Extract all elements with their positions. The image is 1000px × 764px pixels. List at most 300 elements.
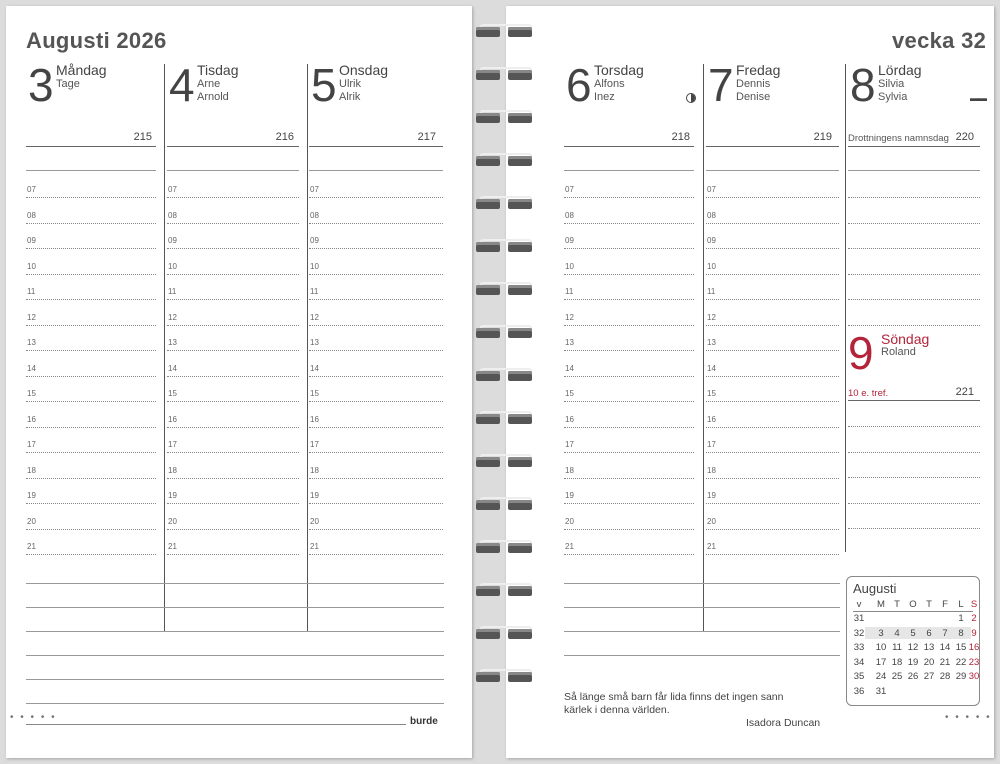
hour-dotted-line — [309, 197, 443, 198]
mini-calendar-day: 29 — [955, 671, 967, 682]
entry-line — [26, 170, 156, 171]
day-name: Onsdag — [339, 62, 389, 78]
day-of-year: 217 — [417, 131, 436, 143]
mini-calendar-day: 7 — [942, 627, 948, 639]
hour-dotted-line — [309, 427, 443, 428]
quote-line-1: Så länge små barn får lida finns det ingen sann — [564, 691, 784, 703]
hour-dotted-line — [167, 401, 299, 402]
day-name: Tisdag — [197, 62, 239, 78]
mini-calendar-day: 22 — [955, 656, 967, 668]
entry-line — [167, 146, 299, 147]
hour-label: 07 — [565, 185, 574, 194]
week-number: 35 — [853, 671, 865, 682]
hour-dotted-line — [706, 427, 839, 428]
mini-calendar-rule — [853, 611, 973, 612]
hour-label: 10 — [707, 261, 716, 271]
left-page — [6, 6, 472, 758]
hour-dotted-line — [564, 529, 694, 530]
hour-label: 10 — [565, 261, 574, 271]
hour-dotted-line — [167, 325, 299, 326]
hour-label: 08 — [565, 210, 574, 220]
hour-dotted-line — [564, 274, 694, 275]
hour-label: 14 — [168, 363, 177, 373]
mini-calendar-header: O — [909, 599, 917, 610]
hour-label: 20 — [707, 516, 716, 526]
hour-dotted-line — [706, 325, 839, 326]
mini-calendar-day: 21 — [939, 656, 951, 668]
mini-calendar-day: 17 — [875, 656, 887, 668]
hour-dotted-line — [706, 248, 839, 249]
hour-label: 08 — [707, 210, 716, 220]
hour-label: 10 — [310, 261, 319, 271]
day-note: Drottningens namnsdag — [848, 133, 949, 144]
mini-calendar-day: 2 — [971, 613, 977, 624]
hour-dotted-line — [564, 350, 694, 351]
mini-calendar-day: 10 — [875, 642, 887, 653]
day-of-year: 219 — [813, 131, 832, 143]
hour-dotted-line — [26, 554, 156, 555]
hour-label: 19 — [565, 491, 574, 500]
week-number: 33 — [853, 642, 865, 653]
hour-label: 20 — [310, 516, 319, 526]
hour-dotted-line — [848, 325, 980, 326]
hour-label: 19 — [707, 491, 716, 500]
mini-calendar-header: S — [970, 599, 978, 610]
mini-calendar-day: 18 — [891, 656, 903, 668]
hour-label: 14 — [707, 363, 716, 373]
hour-label: 08 — [168, 210, 177, 220]
hour-dotted-line — [309, 223, 443, 224]
entry-line — [309, 146, 443, 147]
hour-dotted-line — [167, 554, 299, 555]
hour-label: 15 — [27, 389, 36, 398]
hour-dotted-line — [564, 223, 694, 224]
hour-label: 14 — [310, 363, 319, 373]
note-line — [26, 607, 444, 608]
quote-author: Isadora Duncan — [746, 717, 821, 729]
hour-dotted-line — [564, 248, 694, 249]
quote-line-2: kärlek i denna världen. — [564, 704, 670, 716]
binding-ring — [476, 153, 532, 167]
binding-ring — [476, 325, 532, 339]
hour-label: 17 — [707, 440, 716, 449]
entry-line — [167, 170, 299, 171]
day-number: 3 — [28, 59, 54, 111]
hour-label: 12 — [168, 312, 177, 322]
hour-dotted-line — [848, 528, 980, 529]
hour-dotted-line — [167, 503, 299, 504]
hour-dotted-line — [706, 274, 839, 275]
hour-dotted-line — [167, 248, 299, 249]
hour-dotted-line — [309, 503, 443, 504]
day-number: 5 — [311, 59, 337, 111]
binding-ring — [476, 196, 532, 210]
name-day: Denise — [736, 91, 771, 103]
hour-dotted-line — [167, 529, 299, 530]
entry-line — [848, 400, 980, 401]
mini-calendar-header: T — [926, 599, 932, 610]
binding-ring — [476, 669, 532, 683]
hour-label: 17 — [310, 440, 319, 449]
hour-label: 17 — [27, 440, 36, 449]
hour-label: 19 — [168, 491, 177, 500]
hour-label: 13 — [565, 338, 574, 347]
hour-dotted-line — [848, 248, 980, 249]
hour-label: 18 — [168, 465, 177, 475]
hour-dotted-line — [564, 427, 694, 428]
day-name: Torsdag — [594, 62, 644, 78]
sunday-number: 9 — [848, 327, 874, 379]
day-of-year: 218 — [671, 131, 690, 143]
day-name: Lördag — [878, 62, 922, 78]
corner-perforation-left: • • • • • — [10, 712, 57, 723]
entry-line — [309, 170, 443, 171]
mini-calendar-day: 8 — [958, 627, 964, 639]
binding-ring — [476, 540, 532, 554]
day-number: 7 — [708, 59, 734, 111]
hour-label: 20 — [27, 516, 36, 526]
hour-label: 09 — [707, 236, 716, 245]
hour-label: 21 — [168, 542, 177, 551]
mini-calendar-day: 26 — [907, 671, 919, 682]
hour-label: 14 — [565, 363, 574, 373]
name-day: Ulrik — [339, 78, 361, 90]
binding-ring — [476, 583, 532, 597]
entry-line — [706, 170, 839, 171]
hour-label: 13 — [168, 338, 177, 347]
hour-label: 18 — [310, 465, 319, 475]
hour-label: 18 — [707, 465, 716, 475]
day-number: 8 — [850, 59, 876, 111]
hour-label: 18 — [27, 465, 36, 475]
hour-dotted-line — [564, 299, 694, 300]
hour-dotted-line — [706, 554, 839, 555]
hour-dotted-line — [848, 223, 980, 224]
hour-dotted-line — [706, 529, 839, 530]
entry-line — [706, 146, 839, 147]
day-of-year: 220 — [955, 131, 974, 143]
mini-calendar-day: 19 — [907, 656, 919, 668]
hour-dotted-line — [167, 350, 299, 351]
note-line — [564, 607, 840, 608]
hour-dotted-line — [564, 401, 694, 402]
hour-dotted-line — [848, 426, 980, 427]
day-number: 4 — [169, 59, 195, 111]
mini-calendar-header: T — [894, 599, 900, 610]
hour-dotted-line — [564, 478, 694, 479]
binding-ring — [476, 110, 532, 124]
hour-dotted-line — [309, 478, 443, 479]
hour-label: 07 — [27, 185, 36, 194]
hour-label: 18 — [565, 465, 574, 475]
mini-calendar-header: M — [877, 599, 885, 610]
hour-dotted-line — [309, 376, 443, 377]
mini-calendar-day: 15 — [955, 642, 967, 653]
binding-ring — [476, 67, 532, 81]
hour-dotted-line — [309, 452, 443, 453]
hour-label: 16 — [565, 414, 574, 424]
mini-calendar-day: 12 — [907, 642, 919, 653]
hour-dotted-line — [26, 248, 156, 249]
hour-dotted-line — [706, 478, 839, 479]
hour-dotted-line — [26, 197, 156, 198]
hour-dotted-line — [167, 274, 299, 275]
hour-label: 13 — [27, 338, 36, 347]
hour-label: 09 — [168, 236, 177, 245]
hour-dotted-line — [26, 401, 156, 402]
name-day: Alfons — [594, 78, 625, 90]
hour-dotted-line — [309, 554, 443, 555]
hour-dotted-line — [167, 427, 299, 428]
hour-dotted-line — [706, 197, 839, 198]
hour-dotted-line — [706, 299, 839, 300]
binding-ring — [476, 24, 532, 38]
entry-line — [564, 146, 694, 147]
hour-label: 07 — [310, 185, 319, 194]
sunday-name: Söndag — [881, 331, 930, 347]
hour-label: 12 — [310, 312, 319, 322]
name-day: Silvia — [878, 78, 905, 90]
hour-dotted-line — [167, 223, 299, 224]
corner-perforation-right: • • • • • — [945, 712, 992, 723]
binding-ring — [476, 497, 532, 511]
hour-label: 21 — [310, 542, 319, 551]
mini-calendar-day: 16 — [968, 642, 980, 653]
hour-dotted-line — [309, 529, 443, 530]
hour-dotted-line — [848, 197, 980, 198]
hour-label: 15 — [310, 389, 319, 398]
hour-label: 12 — [565, 312, 574, 322]
hour-dotted-line — [167, 452, 299, 453]
hour-label: 08 — [310, 210, 319, 220]
mini-calendar-day: 14 — [939, 642, 951, 653]
name-day: Sylvia — [878, 91, 908, 103]
mini-calendar-day: 3 — [878, 627, 884, 639]
hour-dotted-line — [26, 478, 156, 479]
mini-calendar-day: 6 — [926, 627, 932, 639]
mini-calendar-day: 5 — [910, 627, 916, 639]
note-line — [26, 679, 444, 680]
hour-label: 16 — [168, 414, 177, 424]
hour-dotted-line — [706, 503, 839, 504]
mini-calendar-day: 28 — [939, 671, 951, 682]
binding-ring — [476, 368, 532, 382]
mini-calendar-day: 20 — [923, 656, 935, 668]
hour-label: 21 — [565, 542, 574, 551]
column-divider — [164, 566, 165, 632]
day-of-year: 216 — [275, 131, 294, 143]
hour-dotted-line — [167, 478, 299, 479]
column-divider — [703, 64, 704, 630]
hour-label: 10 — [27, 261, 36, 271]
mini-calendar-day: 13 — [923, 642, 935, 653]
hour-dotted-line — [167, 299, 299, 300]
hour-label: 16 — [310, 414, 319, 424]
hour-label: 08 — [27, 210, 36, 220]
day-number: 6 — [566, 59, 592, 111]
binding-ring — [476, 454, 532, 468]
hour-dotted-line — [26, 376, 156, 377]
bottom-rule — [26, 724, 406, 725]
hour-dotted-line — [564, 376, 694, 377]
name-day: Arnold — [197, 91, 229, 103]
hour-dotted-line — [26, 350, 156, 351]
hour-label: 09 — [310, 236, 319, 245]
day-name: Fredag — [736, 62, 781, 78]
hour-label: 11 — [707, 287, 716, 296]
hour-dotted-line — [564, 452, 694, 453]
hour-label: 19 — [310, 491, 319, 500]
mini-calendar-day: 24 — [875, 671, 887, 682]
entry-line — [564, 170, 694, 171]
name-day: Alrik — [339, 91, 361, 103]
hour-label: 20 — [168, 516, 177, 526]
hour-label: 21 — [707, 542, 716, 551]
week-number: 32 — [853, 627, 865, 639]
hour-dotted-line — [309, 248, 443, 249]
hour-dotted-line — [564, 503, 694, 504]
mini-calendar-day: 9 — [971, 627, 977, 639]
hour-label: 09 — [565, 236, 574, 245]
hour-label: 09 — [27, 236, 36, 245]
hour-dotted-line — [309, 325, 443, 326]
note-line — [564, 631, 840, 632]
hour-dotted-line — [706, 401, 839, 402]
binding-ring — [476, 239, 532, 253]
hour-label: 07 — [707, 185, 716, 194]
hour-dotted-line — [848, 477, 980, 478]
column-divider — [307, 64, 308, 630]
hour-dotted-line — [26, 427, 156, 428]
mini-calendar-day: 31 — [875, 685, 887, 697]
note-line — [26, 631, 444, 632]
entry-line — [848, 170, 980, 171]
hour-dotted-line — [309, 350, 443, 351]
mini-calendar-title: Augusti — [853, 581, 897, 596]
hour-dotted-line — [26, 274, 156, 275]
hour-dotted-line — [848, 452, 980, 453]
hour-dotted-line — [706, 376, 839, 377]
hour-label: 16 — [27, 414, 36, 424]
name-day: Inez — [594, 91, 615, 103]
mini-calendar-day: 30 — [968, 671, 980, 682]
entry-line — [26, 146, 156, 147]
mini-calendar-day: 1 — [958, 613, 964, 624]
hour-dotted-line — [848, 274, 980, 275]
hour-label: 13 — [310, 338, 319, 347]
mini-calendar — [846, 576, 980, 706]
binding-ring — [476, 411, 532, 425]
hour-dotted-line — [26, 452, 156, 453]
hour-label: 13 — [707, 338, 716, 347]
mini-calendar-header: F — [942, 599, 948, 610]
note-line — [26, 655, 444, 656]
hour-label: 11 — [27, 287, 36, 296]
mini-calendar-header: v — [856, 599, 862, 610]
hour-label: 17 — [168, 440, 177, 449]
hour-dotted-line — [26, 529, 156, 530]
mini-calendar-day: 4 — [894, 627, 900, 639]
hour-dotted-line — [706, 452, 839, 453]
hour-label: 11 — [565, 287, 574, 296]
mini-calendar-day: 11 — [892, 642, 902, 653]
hour-label: 16 — [707, 414, 716, 424]
brand-logo: burde — [410, 716, 438, 727]
name-day: Dennis — [736, 78, 771, 90]
hour-dotted-line — [26, 503, 156, 504]
note-line — [564, 583, 840, 584]
hour-dotted-line — [26, 325, 156, 326]
note-line — [26, 583, 444, 584]
hour-dotted-line — [309, 401, 443, 402]
column-divider — [307, 566, 308, 632]
week-number: 34 — [853, 656, 865, 668]
hour-label: 15 — [168, 389, 177, 398]
column-divider — [703, 566, 704, 632]
flag-icon: ▬▬ — [970, 93, 986, 103]
name-day: Tage — [56, 78, 80, 90]
hour-dotted-line — [26, 223, 156, 224]
mini-calendar-day: 25 — [891, 671, 903, 682]
hour-label: 17 — [565, 440, 574, 449]
hour-label: 12 — [27, 312, 36, 322]
entry-line — [848, 146, 980, 147]
mini-calendar-header: L — [958, 599, 964, 610]
column-divider — [845, 64, 846, 552]
week-number: 31 — [853, 613, 865, 624]
name-day: Roland — [881, 346, 916, 358]
hour-dotted-line — [848, 503, 980, 504]
day-of-year: 221 — [955, 386, 974, 398]
hour-dotted-line — [167, 376, 299, 377]
hour-label: 11 — [168, 287, 177, 296]
hour-dotted-line — [309, 274, 443, 275]
binding-ring — [476, 626, 532, 640]
hour-dotted-line — [564, 325, 694, 326]
week-title: vecka 32 — [892, 28, 987, 53]
hour-label: 19 — [27, 491, 36, 500]
hour-dotted-line — [167, 197, 299, 198]
day-name: Måndag — [56, 62, 107, 78]
hour-dotted-line — [564, 554, 694, 555]
binding-ring — [476, 282, 532, 296]
hour-dotted-line — [706, 350, 839, 351]
hour-label: 21 — [27, 542, 36, 551]
hour-label: 20 — [565, 516, 574, 526]
hour-label: 11 — [310, 287, 319, 296]
column-divider — [164, 64, 165, 630]
hour-label: 07 — [168, 185, 177, 194]
week-number: 36 — [853, 685, 865, 697]
note-line — [26, 703, 444, 704]
note-line — [564, 655, 840, 656]
hour-dotted-line — [848, 299, 980, 300]
mini-calendar-day: 23 — [968, 656, 980, 668]
mini-calendar-day: 27 — [923, 671, 935, 682]
hour-label: 14 — [27, 363, 36, 373]
hour-label: 12 — [707, 312, 716, 322]
hour-label: 10 — [168, 261, 177, 271]
hour-dotted-line — [26, 299, 156, 300]
day-of-year: 215 — [133, 131, 152, 143]
hour-label: 15 — [565, 389, 574, 398]
hour-dotted-line — [564, 197, 694, 198]
hour-dotted-line — [309, 299, 443, 300]
hour-label: 15 — [707, 389, 716, 398]
hour-dotted-line — [706, 223, 839, 224]
half-moon-icon — [686, 93, 696, 103]
sunday-note: 10 e. tref. — [848, 388, 889, 399]
